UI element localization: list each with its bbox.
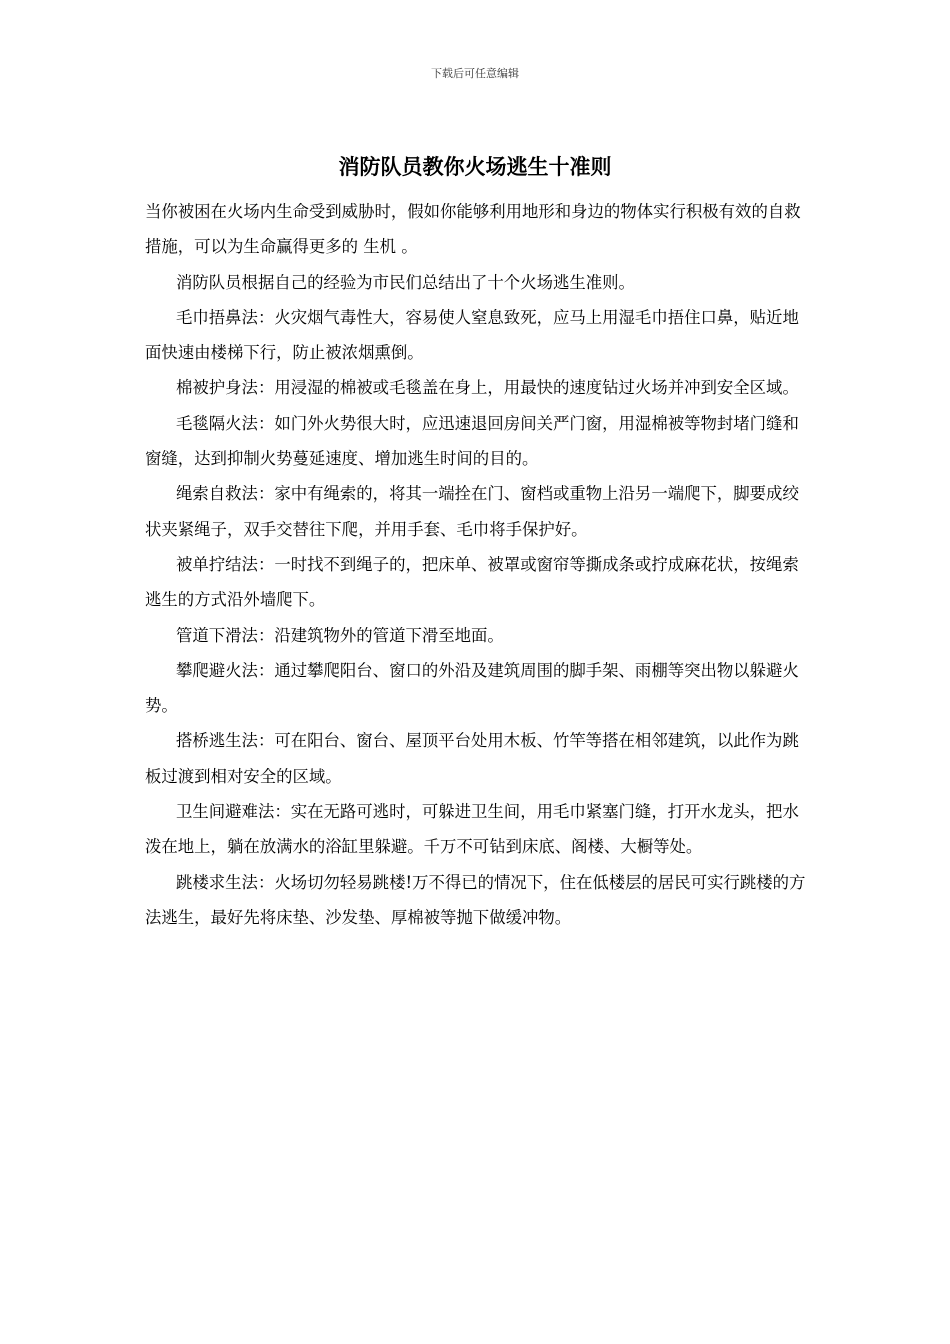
rule-paragraph: 卫生间避难法：实在无路可逃时，可躲进卫生间，用毛巾紧塞门缝，打开水龙头，把水泼在地上，躺在放满水的浴缸里躲避。千万不可钻到床底、阁楼、大橱等处。 <box>145 802 799 857</box>
rule-paragraph: 毛毯隔火法：如门外火势很大时，应迅速退回房间关严门窗，用湿棉被等物封堵门缝和窗缝，达到抑制火势蔓延速度、增加逃生时间的目的。 <box>145 413 799 469</box>
rule-paragraph: 攀爬避火法：通过攀爬阳台、窗口的外沿及建筑周围的脚手架、雨棚等突出物以躲避火势。 <box>145 660 799 716</box>
page-header-note: 下载后可任意编辑 <box>431 67 519 80</box>
rule-paragraph: 绳索自救法：家中有绳索的，将其一端拴在门、窗档或重物上沿另一端爬下，脚要成绞状夹紧绳子，双手交替往下爬，并用手套、毛巾将手保护好。 <box>145 484 799 539</box>
document-title: 消防队员教你火场逃生十准则 <box>338 154 612 179</box>
rule-paragraph: 搭桥逃生法：可在阳台、窗台、屋顶平台处用木板、竹竿等搭在相邻建筑，以此作为跳板过渡到相对安全的区域。 <box>145 731 799 786</box>
rule-paragraph: 跳楼求生法：火场切勿轻易跳楼!万不得已的情况下，住在低楼层的居民可实行跳楼的方法逃生，最好先将床垫、沙发垫、厚棉被等抛下做缓冲物。 <box>145 872 806 927</box>
intro-paragraph: 当你被困在火场内生命受到威胁时，假如你能够利用地形和身边的物体实行积极有效的自救措施，可以为生命赢得更多的 生机 。 <box>145 202 801 257</box>
rule-paragraph: 毛巾捂鼻法：火灾烟气毒性大，容易使人窒息致死，应马上用湿毛巾捂住口鼻，贴近地面快速由楼梯下行，防止被浓烟熏倒。 <box>145 307 799 363</box>
rule-paragraph: 棉被护身法：用浸湿的棉被或毛毯盖在身上，用最快的速度钻过火场并冲到安全区域。 <box>176 378 799 398</box>
document-body <box>145 194 815 935</box>
rule-paragraph: 被单拧结法：一时找不到绳子的，把床单、被罩或窗帘等撕成条或拧成麻花状，按绳索逃生的方式沿外墙爬下。 <box>145 554 799 610</box>
rule-paragraph: 管道下滑法：沿建筑物外的管道下滑至地面。 <box>176 625 504 645</box>
summary-paragraph: 消防队员根据自己的经验为市民们总结出了十个火场逃生准则。 <box>176 272 635 292</box>
